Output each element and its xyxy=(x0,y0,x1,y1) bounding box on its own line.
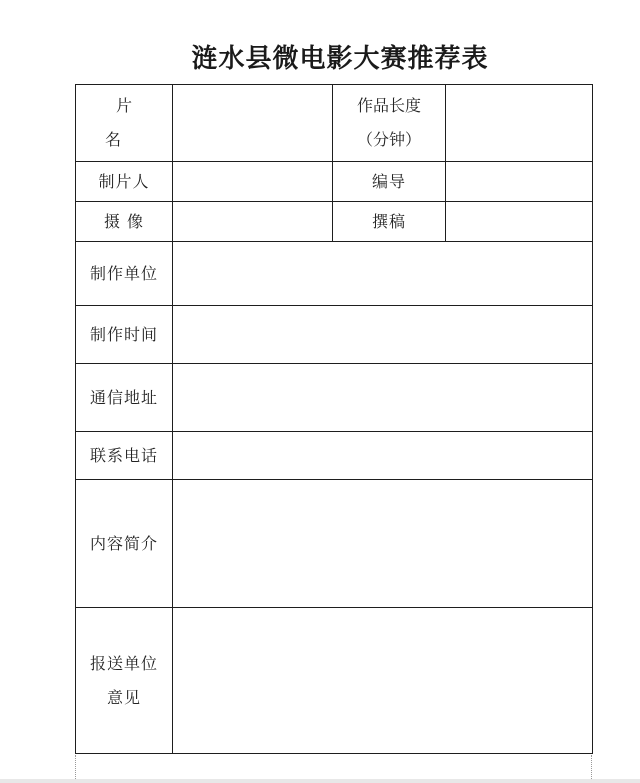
row-production-unit xyxy=(76,242,593,306)
film-name-field[interactable] xyxy=(173,85,333,162)
producer-field[interactable] xyxy=(173,162,333,202)
row-camera xyxy=(76,202,593,242)
opinion-label xyxy=(76,608,173,754)
production-time-label: 制作时间 xyxy=(76,306,173,364)
row-phone xyxy=(76,432,593,480)
recommendation-form-table xyxy=(75,84,593,754)
summary-label: 内容简介 xyxy=(76,480,173,608)
film-name-label: 片 名 xyxy=(76,85,173,162)
address-label: 通信地址 xyxy=(76,364,173,432)
duration-field[interactable] xyxy=(446,85,593,162)
page-title: 涟水县微电影大赛推荐表 xyxy=(191,44,489,74)
opinion-label-line1: 报送单位 xyxy=(89,653,158,673)
row-opinion xyxy=(76,608,593,754)
opinion-field[interactable] xyxy=(173,608,593,754)
opinion-label-line2: 意见 xyxy=(106,687,141,707)
script-label: 撰稿 xyxy=(333,202,446,242)
row-production-time xyxy=(76,306,593,364)
phone-field[interactable] xyxy=(173,432,593,480)
director-label: 编导 xyxy=(333,162,446,202)
script-field[interactable] xyxy=(446,202,593,242)
production-unit-label: 制作单位 xyxy=(76,242,173,306)
duration-label-line1: 作品长度 xyxy=(356,96,421,115)
director-field[interactable] xyxy=(446,162,593,202)
camera-label: 摄 像 xyxy=(76,202,173,242)
producer-label: 制片人 xyxy=(76,162,173,202)
row-address xyxy=(76,364,593,432)
address-field[interactable] xyxy=(173,364,593,432)
row-film-name xyxy=(76,85,593,162)
row-producer xyxy=(76,162,593,202)
duration-label-line2: （分钟） xyxy=(356,130,421,149)
row-summary xyxy=(76,480,593,608)
duration-label xyxy=(333,85,446,162)
page-edge xyxy=(0,779,640,783)
phone-label: 联系电话 xyxy=(76,432,173,480)
camera-field[interactable] xyxy=(173,202,333,242)
production-time-field[interactable] xyxy=(173,306,593,364)
summary-field[interactable] xyxy=(173,480,593,608)
production-unit-field[interactable] xyxy=(173,242,593,306)
